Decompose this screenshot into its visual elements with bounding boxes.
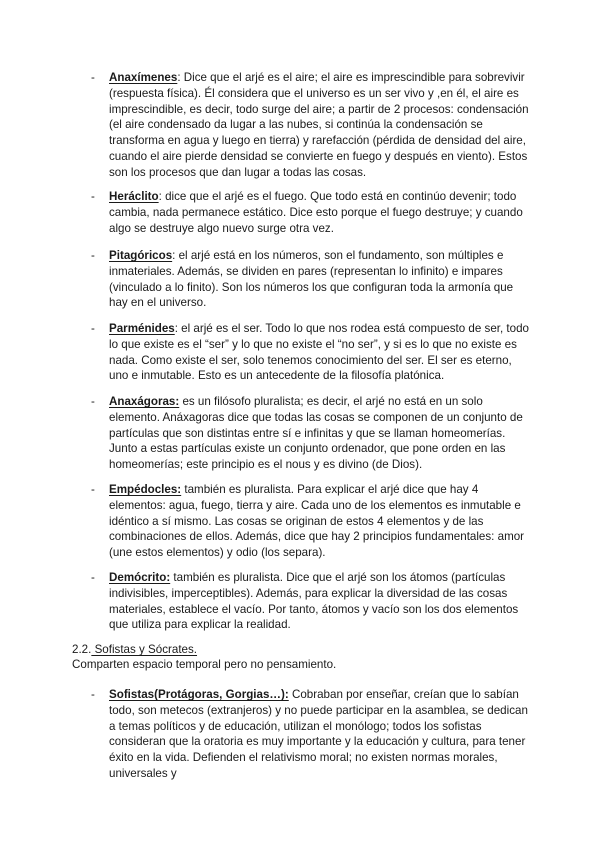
list-item-parmenides xyxy=(91,321,531,384)
item-term: Heráclito xyxy=(109,190,159,203)
item-term: Empédocles: xyxy=(109,483,182,496)
bullet: - xyxy=(91,71,95,84)
item-text: Cobraban por enseñar, creían que lo sabían todo, son metecos (extranjeros) y no puede participar en la asamblea, se dedican a temas políticos y de educación, utilizan el monólogo; todos los sofistas consideran que la oratoria es muy importante y la educación y cultura, para tener éxito en la vida. Defienden el relativismo moral; no existen normas morales, universales y xyxy=(109,688,528,780)
item-body xyxy=(109,70,531,181)
list-item-sofistas xyxy=(91,687,531,782)
section-number: 2.2. xyxy=(72,643,92,656)
item-body xyxy=(109,570,531,633)
item-body xyxy=(109,482,531,561)
item-body xyxy=(109,189,531,236)
item-term: Pitagóricos xyxy=(109,249,173,262)
item-body xyxy=(109,687,531,782)
item-body xyxy=(109,321,531,384)
list-item-democrito xyxy=(91,570,531,633)
item-text: : el arjé es el ser. Todo lo que nos rodea está compuesto de ser, todo lo que existe es el “ser” y lo que no existe el “no ser”, y si es lo que no existe es nada. Como existe el ser, solo tenemos conocimiento del ser. El ser es eterno, uno e inmutable. Esto es un antecedente de la filosofía platónica. xyxy=(109,322,529,383)
list-item-heraclito xyxy=(91,189,531,236)
bullet: - xyxy=(91,483,95,496)
item-term: Parménides xyxy=(109,322,175,335)
item-text: también es pluralista. Para explicar el arjé dice que hay 4 elementos: agua, fuego, tierra y aire. Cada uno de los elementos es inmutable e idéntico a sí mismo. Las cosas se originan de estos 4 elementos y de las combinaciones de ellos. Además, dice que hay 2 principios fundamentales: amor (une estos elementos) y odio (los separa). xyxy=(109,483,525,560)
section-heading xyxy=(72,642,197,658)
list-item-pitagoricos xyxy=(91,248,531,311)
bullet: - xyxy=(91,249,95,262)
bullet: - xyxy=(91,322,95,335)
item-text: es un filósofo pluralista; es decir, el arjé no está en un solo elemento. Anáxagoras dice que todas las cosas se componen de un conjunto de partículas que son distintas entre sí e infinitas y que se llaman homeomerías. Junto a estas partículas existe un conjunto ordenador, que pone orden en las homeomerías; este principio es el nous y es divino (de Dios). xyxy=(109,395,523,472)
list-item-anaxagoras xyxy=(91,394,531,473)
list-item-anaximenes xyxy=(91,70,531,181)
item-term: Demócrito: xyxy=(109,571,171,584)
item-term: Sofistas(Protágoras, Gorgias…): xyxy=(109,688,289,701)
bullet: - xyxy=(91,395,95,408)
bullet: - xyxy=(91,190,95,203)
bullet: - xyxy=(91,571,95,584)
item-text: : Dice que el arjé es el aire; el aire es imprescindible para sobrevivir (respuesta física). Él considera que el universo es un ser vivo y ,en él, el aire es imprescindible, es decir, todo surge del aire; a partir de 2 procesos: condensación (el aire condensado da lugar a las nubes, si continúa la condensación se transforma en agua y luego en tierra) y rarefacción (pérdida de densidad del aire, cuando el aire pierde densidad se convierte en fuego y después en viento). Estos son los procesos que dan lugar a todas las cosas. xyxy=(109,71,529,179)
bullet: - xyxy=(91,688,95,701)
item-body xyxy=(109,248,531,311)
item-term: Anaxágoras: xyxy=(109,395,180,408)
item-term: Anaxímenes xyxy=(109,71,178,84)
list-item-empedocles xyxy=(91,482,531,561)
section-title: Sofistas y Sócrates. xyxy=(91,643,198,656)
item-text: también es pluralista. Dice que el arjé son los átomos (partículas indivisibles, imperceptibles). Además, para explicar la diversidad de las cosas materiales, establece el vacío. Por tanto, átomos y vacío son los dos elementos que utiliza para explicar la realidad. xyxy=(109,571,519,632)
item-body xyxy=(109,394,531,473)
section-intro: Comparten espacio temporal pero no pensamiento. xyxy=(72,658,337,671)
item-text: : el arjé está en los números, son el fundamento, son múltiples e inmateriales. Además, se dividen en pares (representan lo infinito) e impares (vinculado a lo finito). Son los números los que configuran toda la armonía que hay en el universo. xyxy=(109,249,514,310)
item-text: : dice que el arjé es el fuego. Que todo está en continúo devenir; todo cambia, nada permanece estático. Dice esto porque el fuego destruye; y cuando algo se destruye algo nuevo surge otra vez. xyxy=(109,190,523,235)
